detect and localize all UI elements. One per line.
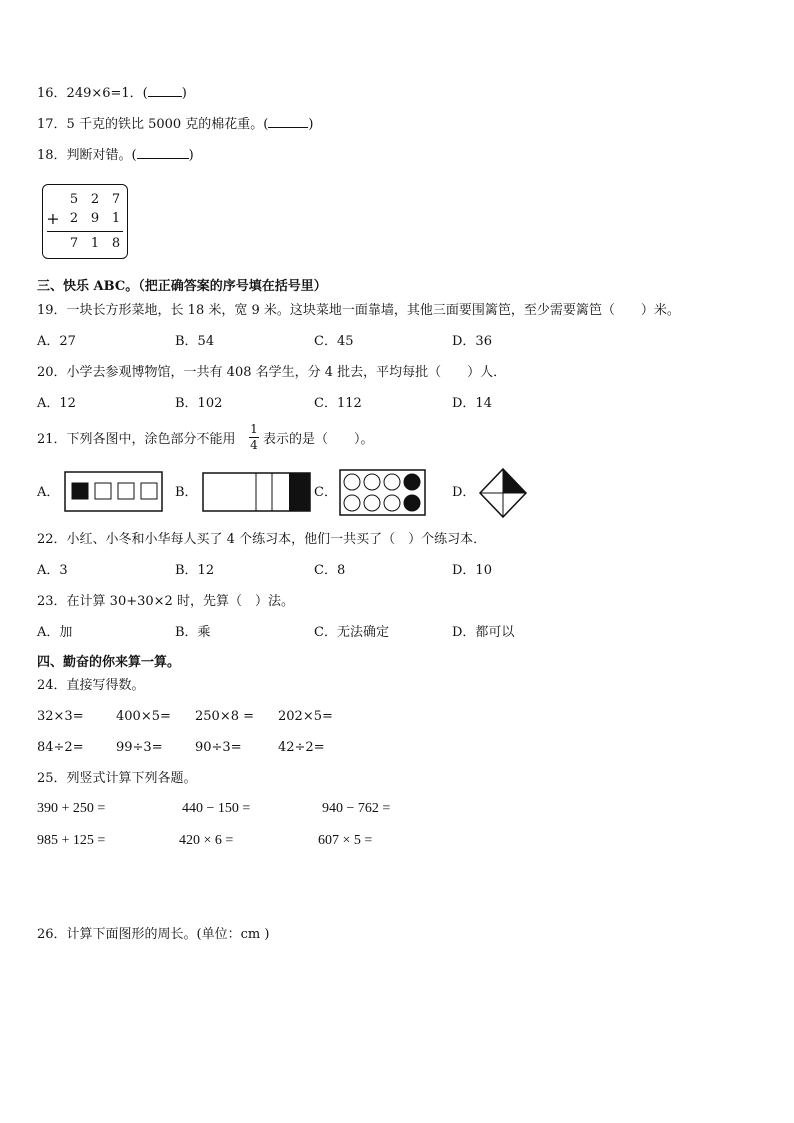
option-b-label[interactable]: B． (175, 485, 198, 500)
column-calc-item: 607 × 5 = (318, 833, 373, 848)
figure-a-squares[interactable] (64, 471, 164, 513)
option-c[interactable]: C．8 (314, 563, 346, 578)
option-a[interactable]: A．3 (37, 563, 68, 578)
mental-calc-item: 42÷2= (278, 740, 325, 755)
answer-blank[interactable] (137, 147, 189, 159)
option-b[interactable]: B．54 (175, 334, 215, 349)
plus-sign: + (46, 209, 60, 228)
option-a-label[interactable]: A． (37, 485, 60, 500)
column-calc-item: 420 × 6 = (179, 833, 234, 848)
sum-line (47, 231, 123, 232)
option-c[interactable]: C．112 (314, 396, 362, 411)
option-d[interactable]: D．都可以 (452, 625, 515, 640)
mental-calc-item: 400×5= (116, 709, 171, 724)
question-19: 19．一块长方形菜地，长 18 米，宽 9 米。这块菜地一面靠墙，其他三面要围篱笆，至少需要篱笆（ ）米。 (37, 303, 680, 318)
column-calc-item: 940 − 762 = (322, 801, 391, 816)
vertical-addition-box (42, 184, 128, 259)
mental-calc-item: 90÷3= (195, 740, 242, 755)
mental-calc-item: 250×8 = (195, 709, 255, 724)
figure-d-diamond[interactable] (478, 467, 528, 519)
column-calc-item: 985 + 125 = (37, 833, 106, 848)
fraction-one-quarter: 1 4 (250, 422, 258, 452)
option-d[interactable]: D．36 (452, 334, 492, 349)
mental-calc-item: 202×5= (278, 709, 333, 724)
answer-blank[interactable] (148, 85, 182, 97)
question-26: 26．计算下面图形的周长。(单位：cm ) (37, 927, 270, 942)
option-b[interactable]: B．乘 (175, 625, 211, 640)
option-a[interactable]: A．27 (37, 334, 76, 349)
option-a[interactable]: A．加 (37, 625, 73, 640)
option-a[interactable]: A．12 (37, 396, 76, 411)
question-18: 18．判断对错。( ) (37, 148, 194, 163)
question-23: 23．在计算 30+30×2 时，先算（ ）法。 (37, 594, 294, 609)
option-c-label[interactable]: C． (314, 485, 337, 500)
column-calc-item: 440 − 150 = (182, 801, 251, 816)
question-24: 24．直接写得数。 (37, 678, 145, 693)
option-c[interactable]: C．无法确定 (314, 625, 389, 640)
question-20: 20．小学去参观博物馆，一共有 408 名学生，分 4 批去，平均每批（ ）人． (37, 365, 507, 380)
question-21-stem-post: 表示的是（ ）。 (263, 432, 374, 447)
mental-calc-item: 32×3= (37, 709, 84, 724)
addend-row-1: 5 2 7 (69, 192, 121, 207)
option-b[interactable]: B．12 (175, 563, 215, 578)
option-d-label[interactable]: D． (452, 485, 476, 500)
mental-calc-item: 99÷3= (116, 740, 163, 755)
sum-row: 7 1 8 (69, 236, 121, 251)
figure-b-bar[interactable] (202, 472, 312, 514)
section-3-heading: 三、快乐 ABC。（把正确答案的序号填在括号里） (37, 279, 327, 294)
option-d[interactable]: D．10 (452, 563, 492, 578)
question-16: 16．249×6=1．( ) (37, 86, 187, 101)
column-calc-item: 390 + 250 = (37, 801, 106, 816)
answer-blank[interactable] (268, 116, 308, 128)
question-17: 17．5 千克的铁比 5000 克的棉花重。( ) (37, 117, 314, 132)
question-21-stem-pre: 21．下列各图中，涂色部分不能用 (37, 432, 236, 447)
addend-row-2: + 2 9 1 (46, 209, 121, 228)
question-25: 25．列竖式计算下列各题。 (37, 771, 197, 786)
option-c[interactable]: C．45 (314, 334, 354, 349)
figure-c-circles[interactable] (339, 469, 427, 517)
option-b[interactable]: B．102 (175, 396, 223, 411)
question-22: 22．小红、小冬和小华每人买了 4 个练习本，他们一共买了（ ）个练习本． (37, 532, 487, 547)
section-4-heading: 四、勤奋的你来算一算。 (37, 655, 181, 670)
mental-calc-item: 84÷2= (37, 740, 84, 755)
option-d[interactable]: D．14 (452, 396, 492, 411)
